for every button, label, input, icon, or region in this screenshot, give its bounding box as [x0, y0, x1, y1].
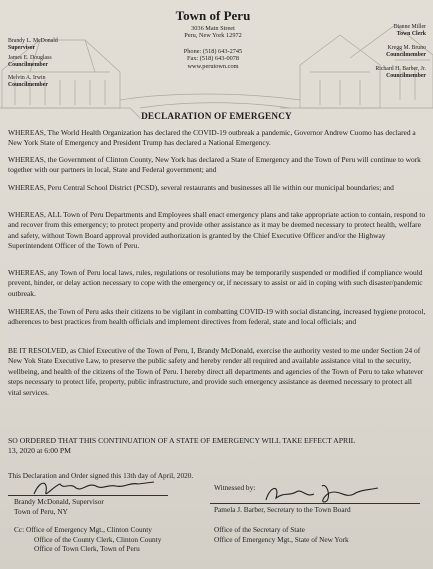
whereas-paragraph-2: WHEREAS, the Government of Clinton County, New York has declared a State of Emergency and the Town of Peru will continue to work together with our partners in local, State and Federal government; and [8, 155, 421, 175]
signed-date-line: This Declaration and Order signed this 13th day of April, 2020. [8, 471, 194, 480]
officer-councilmember-3: Kregg M. Bruno Councilmember [386, 45, 426, 58]
supervisor-signature-line [8, 495, 168, 496]
officer-supervisor: Brandy L. McDonald Supervisor [8, 38, 58, 51]
document-title: DECLARATION OF EMERGENCY [141, 111, 292, 121]
website: www.perutown.com [187, 63, 239, 70]
witness-name: Pamela J. Barber, Secretary to the Town Board [214, 505, 351, 514]
whereas-paragraph-3: WHEREAS, Peru Central School District (PCSD), several restaurants and businesses all lie within our municipal boundaries; and [8, 183, 394, 192]
phone-number: Phone: (518) 643-2745 [183, 48, 243, 55]
fax-number: Fax: (518) 643-0078 [186, 55, 240, 62]
address-line2: Peru, New York 12972 [184, 32, 242, 39]
officer-councilmember-2: Melvin A. Irwin Councilmember [8, 75, 48, 88]
signer-name: Brandy McDonald, Supervisor [14, 497, 104, 506]
officer-councilmember-4: Richard H. Barber, Jr. Councilmember [375, 66, 426, 79]
address-line1: 3036 Main Street [191, 25, 235, 32]
cc-list-left: Cc: Office of Emergency Mgt., Clinton County Office of the County Clerk, Clinton County Office of Town Clerk, Town of Peru [14, 525, 162, 554]
whereas-paragraph-5: WHEREAS, any Town of Peru local laws, rules, regulations or resolutions may be temporarily suspended or modified if compliance would prevent, hinder, or delay action necessary to cope with the emergency or, if necessary to assist or aid in coping with such disaster/pandemic outbreak. [8, 268, 423, 298]
resolved-paragraph: BE IT RESOLVED, as Chief Executive of the Town of Peru, I, Brandy McDonald, exercise the authority vested to me under Section 24 of New Yok State Executive Law, to preserve the public safety and hereby render all required and available assistance vital to the security, wellbeing, and health of the citizens of the Town of Peru. I hereby direct all departments and agencies of the Town of Peru to take whatever steps necessary to protect life, property, public infrastructure, and provide such emergency assistance as deemed necessary to protect all vital services. [8, 346, 424, 397]
whereas-paragraph-6: WHEREAS, the Town of Peru asks their citizens to be vigilant in combatting COVID-19 with social distancing, increased hygiene protocol, adherences to best practices from health officials and implement directives from federal, state and local officials; and [8, 307, 426, 327]
cc-list-right: Office of the Secretary of State Office of Emergency Mgt., State of New York [214, 525, 349, 544]
town-name: Town of Peru [175, 8, 251, 23]
officer-town-clerk: Dianne Miller Town Clerk [393, 24, 426, 37]
officer-councilmember-1: James E. Douglass Councilmember [8, 55, 52, 68]
whereas-paragraph-4: WHEREAS, ALL Town of Peru Departments and Employees shall enact emergency plans and take appropriate action to contain, respond to and recover from this emergency; to protect property and provide other assistance as it may be deemed necessary to protect health, welfare and safety, without Town Board approval provided authorization is granted by the Chief Executive Officer and/or the Highway Superintendent Officer of the Town of Peru. [8, 210, 426, 251]
witness-signature-line [210, 503, 420, 504]
whereas-paragraph-1: WHEREAS, The World Health Organization has declared the COVID-19 outbreak a pandemic, Governor Andrew Cuomo has declared a New York State of Emergency and President Trump has declared a National Emergency. [8, 128, 416, 148]
signer-place: Town of Peru, NY [14, 507, 68, 516]
witnessed-by-label: Witnessed by: [214, 483, 256, 492]
order-statement: SO ORDERED THAT THIS CONTINUATION OF A STATE OF EMERGENCY WILL TAKE EFFECT APRIL 13, 2020 at 6:00 PM [8, 436, 356, 456]
